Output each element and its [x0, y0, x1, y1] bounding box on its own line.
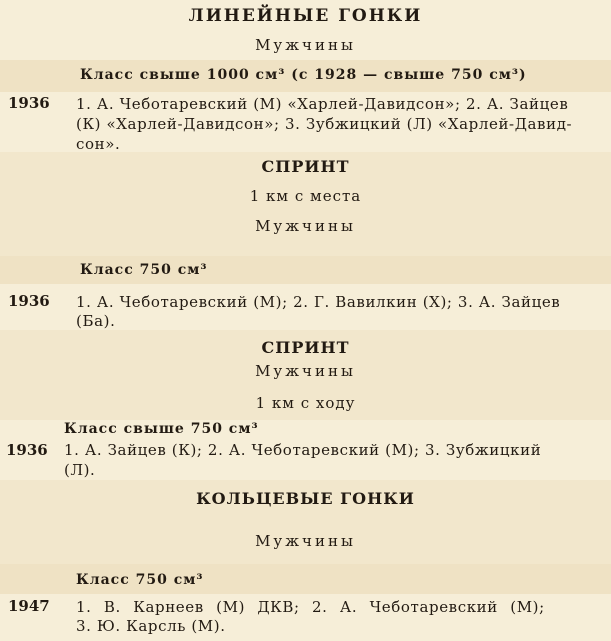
section-title: КОЛЬЦЕВЫЕ ГОНКИ [196, 489, 415, 508]
gender-heading: Мужчины [255, 362, 356, 380]
result-line: сон». [76, 135, 121, 153]
result-line: 1. В. Карнеев (М) ДКВ; 2. А. Чеботаревский (М); [76, 598, 545, 616]
class-label: Класс 750 см³ [80, 262, 208, 278]
distance-heading: 1 км с ходу [255, 394, 356, 412]
section-title: ЛИНЕЙНЫЕ ГОНКИ [188, 6, 423, 26]
result-line: (Л). [64, 461, 96, 479]
year-label: 1936 [6, 441, 48, 459]
result-line: 1. А. Чеботаревский (М) «Харлей-Давидсон»; 2. А. Зайцев [76, 95, 569, 113]
section-title: СПРИНТ [261, 338, 350, 357]
gender-heading: Мужчины [255, 532, 356, 550]
year-label: 1936 [8, 94, 50, 112]
distance-heading: 1 км с места [249, 187, 362, 205]
year-label: 1936 [8, 292, 50, 310]
result-line: 1. А. Чеботаревский (М); 2. Г. Вавилкин (Х); 3. А. Зайцев [76, 293, 561, 311]
result-line: (Ба). [76, 312, 116, 330]
class-label: Класс свыше 750 см³ [64, 421, 259, 437]
class-label: Класс свыше 1000 см³ (с 1928 — свыше 750 см³) [80, 67, 527, 83]
result-line: (К) «Харлей-Давидсон»; 3. Зубжицкий (Л) «Харлей-Давид- [76, 115, 573, 133]
class-label: Класс 750 см³ [76, 572, 204, 588]
section-title: СПРИНТ [261, 157, 350, 176]
result-line: 3. Ю. Карсль (М). [76, 617, 226, 635]
gender-heading: Мужчины [255, 217, 356, 235]
result-line: 1. А. Зайцев (К); 2. А. Чеботаревский (М); 3. Зубжицкий [64, 441, 542, 459]
year-label: 1947 [8, 597, 50, 615]
gender-heading: Мужчины [255, 36, 356, 54]
